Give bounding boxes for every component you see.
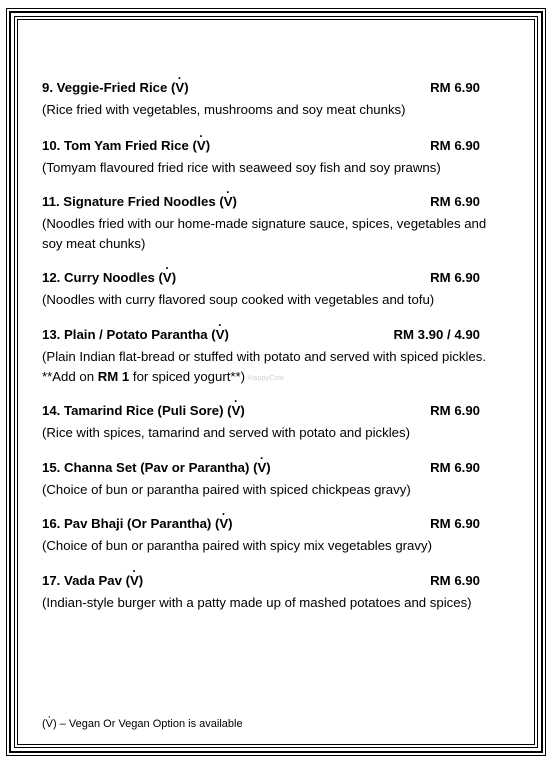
item-description: (Noodles with curry flavored soup cooked with vegetables and tofu): [42, 292, 435, 307]
vegan-footnote: (· V) – Vegan Or Vegan Option is available: [42, 718, 243, 730]
item-price: RM 6.90: [430, 403, 480, 418]
item-name: 9. Veggie-Fried Rice (· V): [42, 80, 189, 95]
vegan-mark: · V: [219, 516, 228, 531]
vegan-mark: · V: [216, 327, 225, 342]
vegan-mark: · V: [175, 80, 184, 95]
vegan-mark: · V: [46, 718, 53, 730]
happycow-watermark: HappyCow: [248, 375, 284, 382]
item-description: (Indian-style burger with a patty made up of mashed potatoes and spices): [42, 595, 472, 610]
item-description: (Choice of bun or parantha paired with spicy mix vegetables gravy): [42, 538, 432, 553]
item-name: 13. Plain / Potato Parantha (· V): [42, 327, 229, 342]
item-description: (Noodles fried with our home-made signature sauce, spices, vegetables and soy meat chunks): [42, 216, 487, 251]
item-description: (Choice of bun or parantha paired with spiced chickpeas gravy): [42, 482, 411, 497]
vegan-mark: · V: [130, 573, 139, 588]
item-description: (Rice with spices, tamarind and served with potato and pickles): [42, 425, 410, 440]
item-description: (Plain Indian flat-bread or stuffed with potato and served with spiced pickles. **Add on RM 1 for spiced yogurt**): [42, 349, 486, 384]
item-price: RM 6.90: [430, 80, 480, 95]
menu-item-17: [42, 573, 488, 613]
item-name: 11. Signature Fried Noodles (· V): [42, 194, 237, 209]
item-name: 14. Tamarind Rice (Puli Sore) (· V): [42, 403, 245, 418]
menu-item-11: [42, 194, 488, 254]
vegan-mark: · V: [224, 194, 233, 209]
menu-item-15: [42, 460, 488, 500]
item-price: RM 6.90: [430, 460, 480, 475]
menu-item-9: [42, 80, 488, 120]
item-price: RM 6.90: [430, 270, 480, 285]
item-price: RM 6.90: [430, 573, 480, 588]
menu-item-14: [42, 403, 488, 443]
vegan-mark: · V: [257, 460, 266, 475]
item-name: 16. Pav Bhaji (Or Parantha) (· V): [42, 516, 233, 531]
item-price: RM 6.90: [430, 194, 480, 209]
item-price: RM 6.90: [430, 516, 480, 531]
vegan-mark: · V: [197, 138, 206, 153]
addon-price: RM 1: [97, 369, 130, 384]
item-price: RM 6.90: [430, 138, 480, 153]
item-name: 12. Curry Noodles (· V): [42, 270, 176, 285]
menu-item-10: [42, 138, 488, 178]
item-description: (Tomyam flavoured fried rice with seaweed soy fish and soy prawns): [42, 160, 441, 175]
menu-item-12: [42, 270, 488, 310]
item-description: (Rice fried with vegetables, mushrooms and soy meat chunks): [42, 102, 406, 117]
item-name: 17. Vada Pav (· V): [42, 573, 143, 588]
menu-item-16: [42, 516, 488, 556]
item-name: 10. Tom Yam Fried Rice (· V): [42, 138, 210, 153]
item-name: 15. Channa Set (Pav or Parantha) (· V): [42, 460, 271, 475]
vegan-mark: · V: [163, 270, 172, 285]
vegan-mark: · V: [232, 403, 241, 418]
item-price: RM 3.90 / 4.90: [393, 327, 480, 342]
